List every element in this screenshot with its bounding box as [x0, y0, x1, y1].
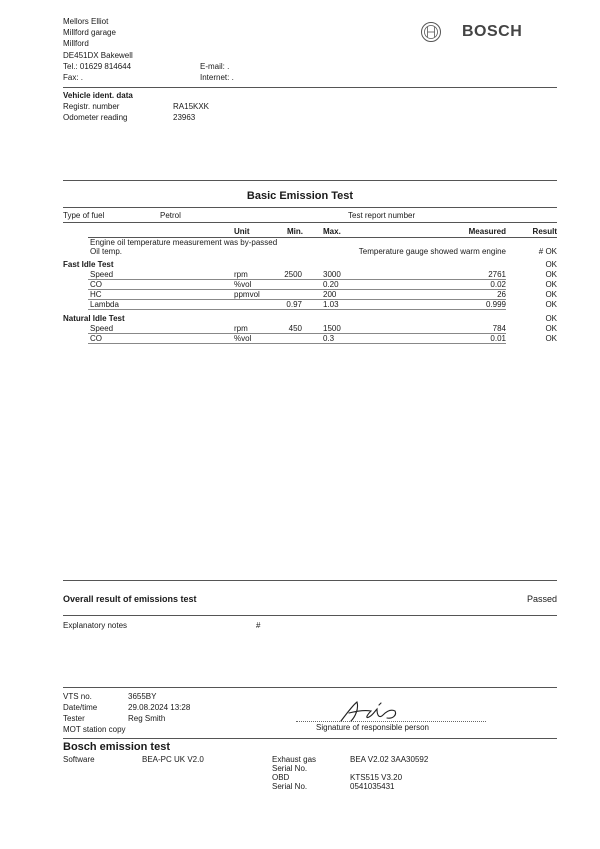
signature-label: Signature of responsible person: [316, 723, 429, 732]
fast-row-unit: %vol: [234, 280, 252, 289]
reg-value: RA15KXK: [173, 102, 210, 111]
col-min-header: Min.: [287, 227, 303, 236]
fast-row-name: Lambda: [90, 300, 119, 309]
exhaust-value: BEA V2.02 3AA30592: [350, 755, 429, 764]
garage-internet: Internet: .: [200, 73, 234, 82]
natural-idle-result: OK: [545, 314, 557, 323]
reg-label: Registr. number: [63, 102, 120, 111]
exhaust-label: Exhaust gas: [272, 755, 317, 764]
col-measured-header: Measured: [468, 227, 506, 236]
system-heading: Bosch emission test: [63, 741, 170, 753]
fast-row-result: OK: [545, 270, 557, 279]
odometer-value: 23963: [173, 113, 196, 122]
fast-row-measured: 0.02: [490, 280, 506, 289]
bosch-logo-text: BOSCH: [462, 23, 523, 40]
fast-row-max: 3000: [323, 270, 341, 279]
fuel-label: Type of fuel: [63, 211, 105, 220]
bosch-armature-icon: [420, 21, 442, 43]
garage-name: Mellors Elliot: [63, 17, 109, 26]
natural-row-min: 450: [288, 324, 302, 333]
garage-tel: Tel.: 01629 814644: [63, 62, 132, 71]
natural-row-max: 0.3: [323, 334, 335, 343]
date-value: 29.08.2024 13:28: [128, 703, 191, 712]
natural-row-max: 1500: [323, 324, 341, 333]
fast-idle-heading: Fast Idle Test: [63, 260, 114, 269]
footer-divider: [63, 687, 557, 688]
serial2-value: 0541035431: [350, 782, 395, 791]
fast-row-measured: 0.999: [485, 300, 506, 309]
natural-row-measured: 0.01: [490, 334, 506, 343]
date-label: Date/time: [63, 703, 98, 712]
software-value: BEA-PC UK V2.0: [142, 755, 204, 764]
fast-row-unit: rpm: [234, 270, 248, 279]
vehicle-heading: Vehicle ident. data: [63, 91, 133, 100]
natural-row-divider: [88, 343, 506, 344]
overall-bottom-divider: [63, 615, 557, 616]
fast-row-name: CO: [90, 280, 102, 289]
fast-row-name: HC: [90, 290, 102, 299]
natural-row-result: OK: [545, 324, 557, 333]
fuel-value: Petrol: [160, 211, 181, 220]
report-title: Basic Emission Test: [246, 190, 354, 202]
garage-email: E-mail: .: [200, 62, 230, 71]
fast-row-measured: 26: [497, 290, 506, 299]
notes-value: #: [256, 621, 261, 630]
fast-row-result: OK: [545, 280, 557, 289]
garage-line2: Millford garage: [63, 28, 116, 37]
fast-row-max: 200: [323, 290, 337, 299]
software-label: Software: [63, 755, 95, 764]
natural-row-name: Speed: [90, 324, 114, 333]
header-divider: [63, 87, 557, 88]
oil-measured: Temperature gauge showed warm engine: [358, 247, 506, 256]
natural-idle-heading: Natural Idle Test: [63, 314, 125, 323]
natural-row-unit: %vol: [234, 334, 252, 343]
overall-top-divider: [63, 580, 557, 581]
garage-fax: Fax: .: [63, 73, 84, 82]
natural-row-result: OK: [545, 334, 557, 343]
serial2-label: Serial No.: [272, 782, 308, 791]
obd-value: KTS515 V3.20: [350, 773, 403, 782]
fast-row-divider: [88, 309, 506, 310]
odometer-label: Odometer reading: [63, 113, 128, 122]
title-top-divider: [63, 180, 557, 181]
col-result-header: Result: [532, 227, 557, 236]
tester-label: Tester: [63, 714, 85, 723]
fuel-divider: [63, 222, 557, 223]
fast-row-max: 0.20: [323, 280, 339, 289]
oil-result: # OK: [538, 247, 557, 256]
fast-row-unit: ppmvol: [234, 290, 260, 299]
copy-label: MOT station copy: [63, 725, 126, 734]
vts-value: 3655BY: [128, 692, 157, 701]
natural-row-measured: 784: [492, 324, 506, 333]
serial1-label: Serial No.: [272, 764, 308, 773]
oil-note: Engine oil temperature measurement was by-passed: [90, 238, 278, 247]
fast-row-name: Speed: [90, 270, 114, 279]
notes-label: Explanatory notes: [63, 621, 128, 630]
signature-line: [296, 721, 486, 722]
fast-row-measured: 2761: [488, 270, 506, 279]
fast-row-min: 2500: [284, 270, 302, 279]
oil-label: Oil temp.: [90, 247, 123, 256]
natural-row-unit: rpm: [234, 324, 248, 333]
garage-postcode: DE451DX Bakewell: [63, 51, 133, 60]
obd-label: OBD: [272, 773, 290, 782]
title-bottom-divider: [63, 207, 557, 208]
col-max-header: Max.: [323, 227, 341, 236]
test-report-label: Test report number: [348, 211, 416, 220]
garage-line3: Millford: [63, 39, 89, 48]
fast-idle-result: OK: [545, 260, 557, 269]
overall-label: Overall result of emissions test: [63, 594, 197, 604]
overall-value: Passed: [526, 594, 557, 604]
tester-value: Reg Smith: [128, 714, 166, 723]
fast-row-max: 1.03: [323, 300, 339, 309]
col-unit-header: Unit: [234, 227, 250, 236]
fast-row-result: OK: [545, 300, 557, 309]
vts-label: VTS no.: [63, 692, 92, 701]
system-divider: [63, 738, 557, 739]
fast-row-result: OK: [545, 290, 557, 299]
natural-row-name: CO: [90, 334, 102, 343]
fast-row-min: 0.97: [286, 300, 302, 309]
